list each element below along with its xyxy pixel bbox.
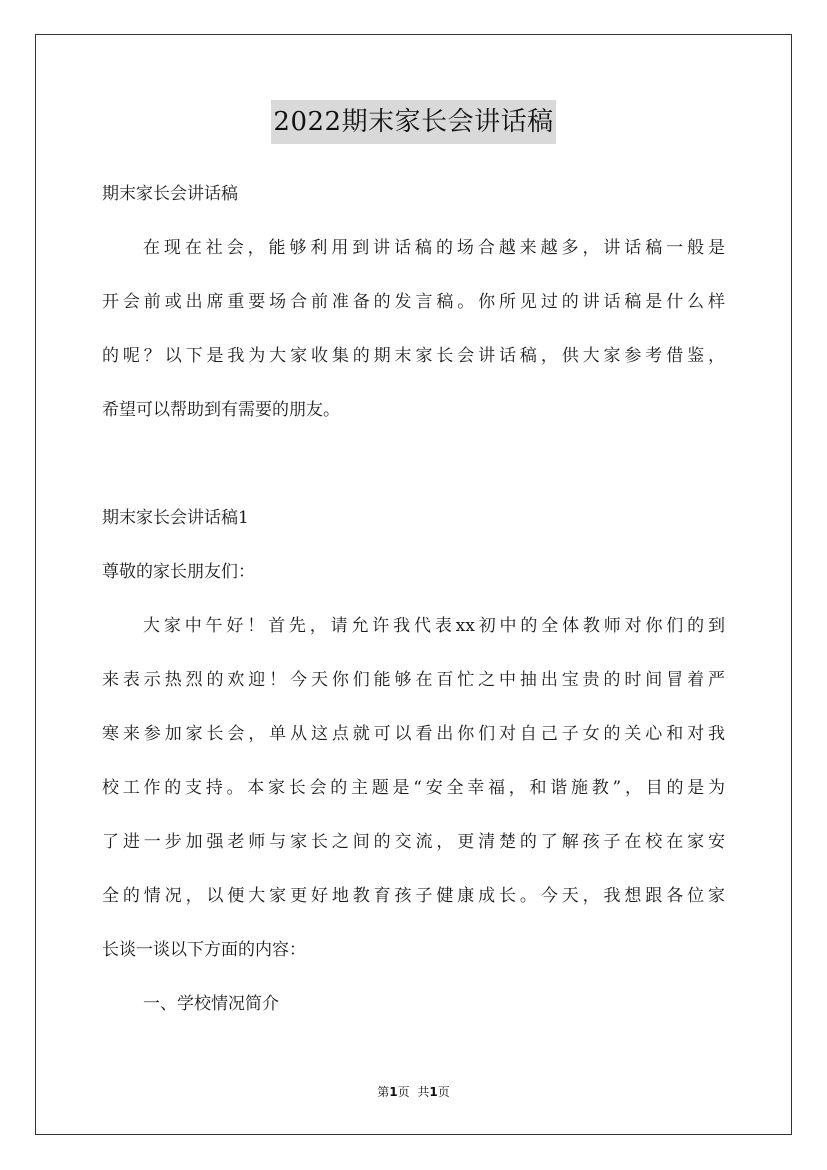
intro-line: 的呢？以下是我为大家收集的期末家长会讲话稿，供大家参考借鉴， [102, 346, 725, 366]
page-footer [0, 1083, 827, 1101]
salutation: 尊敬的家长朋友们： [102, 562, 255, 582]
document-title: 2022期末家长会讲话稿 [271, 100, 555, 144]
intro-line: 希望可以帮助到有需要的朋友。 [102, 400, 340, 420]
document-subtitle: 期末家长会讲话稿 [102, 184, 238, 204]
body-line: 大家中午好！首先，请允许我代表xx初中的全体教师对你们的到 [143, 616, 725, 636]
body-line: 长谈一谈以下方面的内容： [102, 940, 306, 960]
footer-page-prefix: 第 [377, 1085, 390, 1099]
footer-page-current: 1 [389, 1085, 398, 1099]
title-container [0, 100, 827, 144]
intro-line: 开会前或出席重要场合前准备的发言稿。你所见过的讲话稿是什么样 [102, 292, 725, 312]
list-item: 一、学校情况简介 [143, 994, 279, 1014]
body-line: 寒来参加家长会，单从这点就可以看出你们对自己子女的关心和对我 [102, 724, 725, 744]
body-line: 校工作的支持。本家长会的主题是“安全幸福，和谐施教”，目的是为 [102, 778, 725, 798]
footer-total-prefix: 共 [417, 1085, 430, 1099]
footer-page-total: 1 [429, 1085, 438, 1099]
body-line: 来表示热烈的欢迎！今天你们能够在百忙之中抽出宝贵的时间冒着严 [102, 670, 725, 690]
intro-line: 在现在社会，能够利用到讲话稿的场合越来越多，讲话稿一般是 [143, 238, 725, 258]
footer-total-suffix: 页 [437, 1085, 450, 1099]
footer-page-suffix: 页 [397, 1085, 410, 1099]
body-line: 了进一步加强老师与家长之间的交流，更清楚的了解孩子在校在家安 [102, 832, 725, 852]
body-line: 全的情况，以便大家更好地教育孩子健康成长。今天，我想跟各位家 [102, 886, 725, 906]
section-heading: 期末家长会讲话稿1 [102, 508, 249, 528]
